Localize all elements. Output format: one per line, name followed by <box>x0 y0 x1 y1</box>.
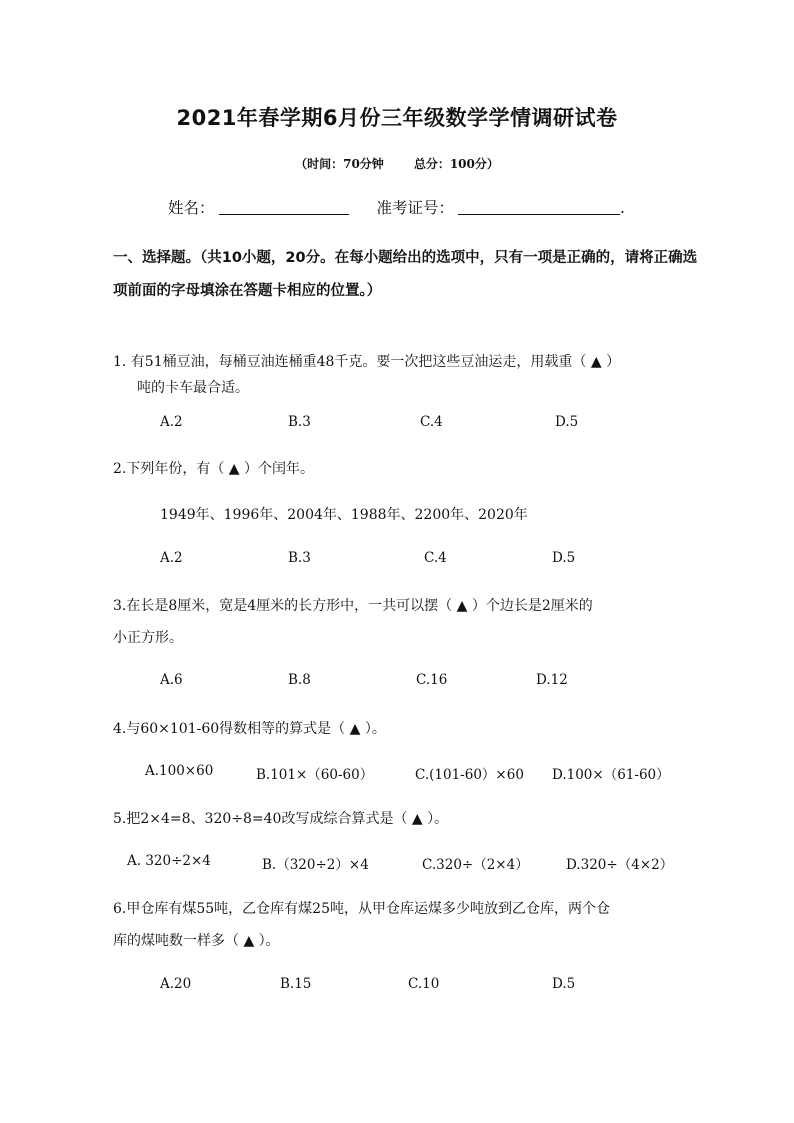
q4-option-b: B.101×（60-60） <box>256 767 374 783</box>
q1-option-c: C.4 <box>420 414 443 430</box>
q2-option-d: D.5 <box>552 550 576 566</box>
q3-option-d: D.12 <box>536 672 568 688</box>
q4-option-a: A.100×60 <box>145 763 214 779</box>
student-info <box>168 196 625 218</box>
q2-line-1: 2.下列年份，有（ ▲ ）个闰年。 <box>113 461 315 477</box>
q6-option-b: B.15 <box>280 976 312 992</box>
q3-line-2: 小正方形。 <box>113 630 183 646</box>
q1-line-1: 1. 有51桶豆油，每桶豆油连桶重48千克。要一次把这些豆油运走，用载重（ ▲ ） <box>113 354 621 370</box>
section-heading: 一、选择题。（共10小题，20分。在每小题给出的选项中，只有一项是正确的，请将正确选项前面的字母填涂在答题卡相应的位置。） <box>113 250 698 299</box>
name-label: 姓名： <box>168 199 215 217</box>
q2-option-b: B.3 <box>288 550 311 566</box>
q4-option-d: D.100×（61-60） <box>552 767 670 783</box>
q6-option-d: D.5 <box>552 976 576 992</box>
q6-line-1: 6.甲仓库有煤55吨，乙仓库有煤25吨，从甲仓库运煤多少吨放到乙仓库，两个仓 <box>113 901 610 917</box>
name-blank <box>219 200 349 215</box>
q2-option-a: A.2 <box>160 550 183 566</box>
q5-option-b: B.（320÷2）×4 <box>262 857 369 873</box>
q6-line-2: 库的煤吨数一样多（ ▲ ）。 <box>113 933 280 949</box>
q1-option-a: A.2 <box>160 414 183 430</box>
id-end: . <box>620 199 625 217</box>
q3-option-a: A.6 <box>160 672 183 688</box>
q6-option-c: C.10 <box>408 976 440 992</box>
q1-option-d: D.5 <box>555 414 579 430</box>
exam-title: 2021年春学期6月份三年级数学学情调研试卷 <box>176 106 618 130</box>
q5-line-1: 5.把2×4=8、320÷8=40改写成综合算式是（ ▲ ）。 <box>113 811 449 827</box>
q6-option-a: A.20 <box>160 976 192 992</box>
q3-line-1: 3.在长是8厘米，宽是4厘米的长方形中，一共可以摆（ ▲ ）个边长是2厘米的 <box>113 598 593 614</box>
id-label: 准考证号： <box>376 199 455 217</box>
exam-subtitle <box>0 155 794 172</box>
q2-option-c: C.4 <box>424 550 447 566</box>
q4-line-1: 4.与60×101-60得数相等的算式是（ ▲ ）。 <box>113 721 386 737</box>
q5-option-d: D.320÷（4×2） <box>566 857 674 873</box>
q3-option-b: B.8 <box>288 672 311 688</box>
id-blank <box>458 200 620 215</box>
q2-line-2: 1949年、1996年、2004年、1988年、2200年、2020年 <box>160 507 528 523</box>
total-score: 总分：100分） <box>413 157 499 171</box>
q3-option-c: C.16 <box>416 672 448 688</box>
q1-option-b: B.3 <box>288 414 311 430</box>
q5-option-a: A. 320÷2×4 <box>127 853 211 869</box>
time-limit: （时间：70分钟 <box>295 157 384 171</box>
q4-option-c: C.(101-60）×60 <box>415 767 524 783</box>
q1-line-2: 吨的卡车最合适。 <box>137 380 249 396</box>
q5-option-c: C.320÷（2×4） <box>422 857 529 873</box>
